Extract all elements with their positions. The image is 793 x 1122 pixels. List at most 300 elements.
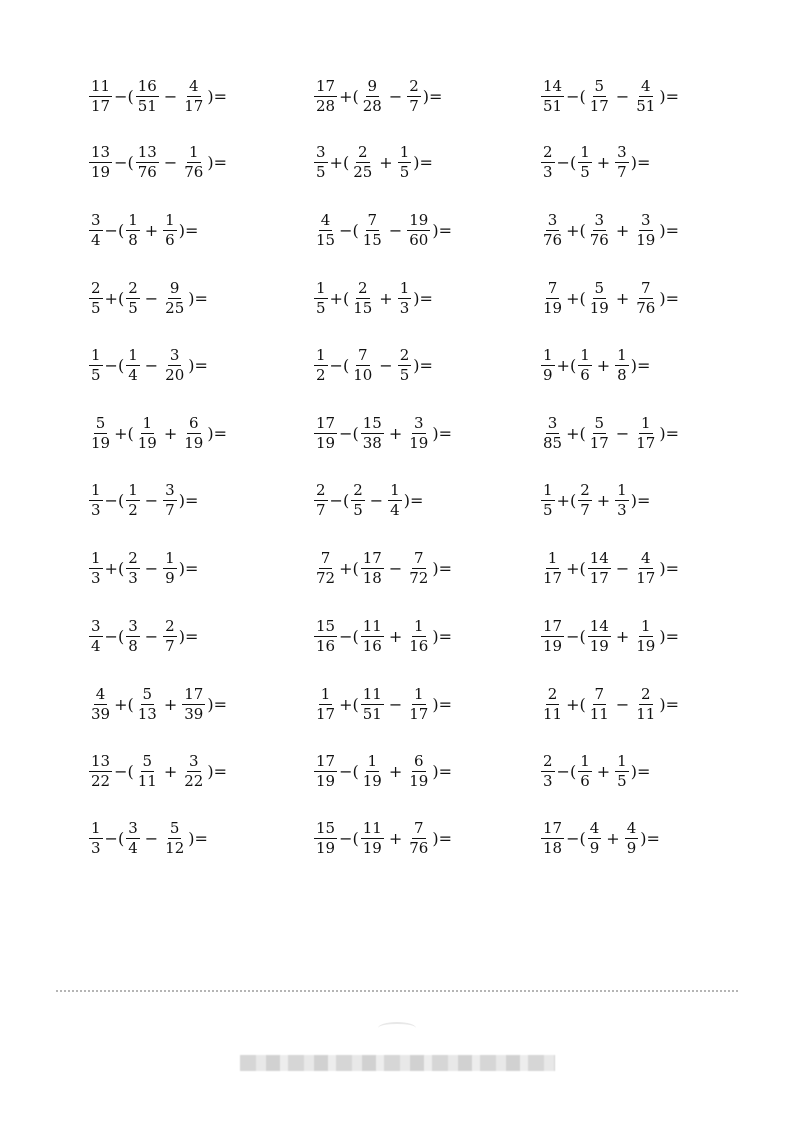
- numerator: 4: [95, 684, 106, 703]
- denominator: 5: [580, 162, 590, 181]
- problem: [540, 480, 651, 520]
- numerator: 19: [409, 210, 429, 229]
- operator-text: −(: [339, 761, 359, 781]
- fraction: [634, 76, 657, 115]
- fraction: [89, 210, 103, 249]
- fraction: [634, 210, 657, 249]
- fraction: [398, 345, 412, 384]
- denominator: 10: [353, 365, 373, 384]
- operator-text: +: [163, 694, 178, 714]
- problem: [540, 548, 680, 588]
- operator-text: −: [144, 490, 159, 510]
- fraction: [615, 751, 629, 790]
- operator-text: +(: [114, 694, 134, 714]
- numerator: 2: [547, 684, 558, 703]
- denominator: 9: [589, 838, 600, 857]
- denominator: 38: [362, 433, 382, 452]
- numerator: 2: [165, 616, 175, 635]
- denominator: 9: [543, 365, 553, 384]
- operator-text: +(: [556, 490, 577, 510]
- problem: [88, 210, 199, 250]
- numerator: 3: [128, 818, 138, 837]
- operator-text: −(: [566, 626, 586, 646]
- numerator: 1: [128, 210, 138, 229]
- fraction: [89, 142, 112, 181]
- fraction: [407, 616, 430, 655]
- fraction: [163, 210, 177, 249]
- numerator: 13: [91, 142, 111, 161]
- fraction: [126, 345, 140, 384]
- fraction: [578, 751, 592, 790]
- numerator: 13: [91, 751, 111, 770]
- numerator: 17: [316, 413, 336, 432]
- fraction: [314, 142, 328, 181]
- fraction: [136, 142, 159, 181]
- denominator: 76: [543, 230, 563, 249]
- operator-text: )=: [432, 694, 452, 714]
- fraction: [163, 480, 177, 519]
- operator-text: )=: [422, 86, 443, 106]
- numerator: 7: [357, 345, 368, 364]
- denominator: 13: [137, 704, 157, 723]
- denominator: 19: [137, 433, 157, 452]
- numerator: 1: [399, 278, 410, 297]
- denominator: 76: [137, 162, 157, 181]
- operator-text: +: [379, 288, 393, 308]
- operator-text: +: [596, 761, 611, 781]
- fraction: [541, 616, 564, 655]
- problem: [540, 345, 651, 385]
- denominator: 5: [399, 365, 410, 384]
- numerator: 2: [580, 480, 590, 499]
- operator-text: +: [163, 761, 178, 781]
- fraction: [407, 818, 430, 857]
- denominator: 19: [589, 636, 609, 655]
- denominator: 9: [626, 838, 637, 857]
- denominator: 16: [409, 636, 429, 655]
- problem: [88, 142, 228, 182]
- operator-text: )=: [432, 423, 452, 443]
- operator-text: +: [388, 828, 403, 848]
- operator-text: )=: [188, 288, 208, 308]
- fraction: [578, 480, 592, 519]
- numerator: 2: [399, 345, 410, 364]
- operator-text: )=: [207, 423, 227, 443]
- problem: [88, 751, 228, 791]
- denominator: 6: [580, 771, 590, 790]
- operator-text: +: [388, 761, 403, 781]
- operator-text: )=: [207, 761, 227, 781]
- denominator: 19: [636, 636, 656, 655]
- numerator: 13: [137, 142, 157, 161]
- numerator: 1: [580, 142, 590, 161]
- operator-text: )=: [659, 423, 679, 443]
- numerator: 17: [362, 548, 382, 567]
- fraction: [361, 76, 384, 115]
- numerator: 5: [95, 413, 106, 432]
- fraction: [89, 480, 103, 519]
- numerator: 7: [641, 278, 651, 297]
- fraction: [314, 413, 337, 452]
- problem: [313, 616, 453, 656]
- fraction: [541, 345, 555, 384]
- numerator: 2: [543, 751, 553, 770]
- denominator: 39: [184, 704, 204, 723]
- fraction: [126, 278, 140, 317]
- denominator: 19: [316, 838, 336, 857]
- fraction: [89, 751, 112, 790]
- fraction: [89, 684, 112, 723]
- numerator: 11: [362, 684, 382, 703]
- denominator: 4: [91, 230, 101, 249]
- fraction: [136, 684, 159, 723]
- numerator: 1: [580, 345, 590, 364]
- problem: [540, 142, 651, 182]
- operator-text: +: [388, 423, 403, 443]
- fraction: [615, 345, 629, 384]
- operator-text: −: [388, 558, 403, 578]
- operator-text: )=: [630, 490, 651, 510]
- fraction: [351, 278, 374, 317]
- denominator: 7: [580, 500, 590, 519]
- fraction: [634, 278, 657, 317]
- numerator: 6: [189, 413, 199, 432]
- operator-text: )=: [432, 626, 452, 646]
- denominator: 4: [390, 500, 400, 519]
- numerator: 9: [367, 76, 378, 95]
- problem: [313, 278, 434, 318]
- denominator: 76: [636, 298, 656, 317]
- operator-text: +: [596, 490, 611, 510]
- denominator: 8: [617, 365, 627, 384]
- numerator: 17: [543, 818, 563, 837]
- numerator: 3: [414, 413, 424, 432]
- denominator: 3: [617, 500, 627, 519]
- operator-text: −: [144, 828, 159, 848]
- fraction: [541, 210, 564, 249]
- fraction: [588, 684, 611, 723]
- denominator: 17: [409, 704, 429, 723]
- denominator: 5: [128, 298, 138, 317]
- fraction: [407, 76, 421, 115]
- numerator: 6: [414, 751, 424, 770]
- fraction: [361, 818, 384, 857]
- fraction: [89, 548, 103, 587]
- operator-text: )=: [188, 355, 208, 375]
- fraction: [314, 818, 337, 857]
- numerator: 1: [617, 480, 627, 499]
- operator-text: +: [606, 828, 620, 848]
- fraction: [182, 142, 205, 181]
- fraction: [407, 210, 430, 249]
- numerator: 7: [547, 278, 558, 297]
- fraction: [182, 684, 205, 723]
- fraction: [163, 278, 186, 317]
- denominator: 72: [409, 568, 429, 587]
- denominator: 51: [137, 96, 157, 115]
- fraction: [615, 142, 629, 181]
- numerator: 2: [357, 278, 368, 297]
- numerator: 3: [91, 210, 101, 229]
- numerator: 2: [316, 480, 326, 499]
- operator-text: −: [379, 355, 393, 375]
- fraction: [136, 751, 159, 790]
- fraction: [361, 413, 384, 452]
- fraction: [314, 751, 337, 790]
- operator-text: )=: [178, 490, 199, 510]
- problem: [313, 210, 453, 250]
- denominator: 17: [316, 704, 336, 723]
- problem: [540, 76, 680, 116]
- numerator: 1: [165, 210, 175, 229]
- operator-text: )=: [207, 152, 227, 172]
- fraction: [314, 76, 337, 115]
- denominator: 76: [409, 838, 429, 857]
- fraction: [89, 345, 103, 384]
- denominator: 72: [316, 568, 336, 587]
- numerator: 7: [367, 210, 378, 229]
- fraction: [163, 548, 177, 587]
- fraction: [634, 413, 657, 452]
- numerator: 1: [189, 142, 199, 161]
- operator-text: )=: [178, 626, 199, 646]
- fraction: [314, 278, 328, 317]
- fraction: [588, 818, 602, 857]
- operator-text: −: [144, 355, 159, 375]
- operator-text: )=: [630, 152, 651, 172]
- fraction: [588, 548, 611, 587]
- fraction: [351, 142, 374, 181]
- denominator: 76: [184, 162, 204, 181]
- denominator: 16: [316, 636, 336, 655]
- numerator: 1: [414, 684, 424, 703]
- denominator: 19: [362, 838, 382, 857]
- numerator: 4: [641, 548, 651, 567]
- denominator: 17: [543, 568, 563, 587]
- operator-text: )=: [659, 694, 679, 714]
- operator-text: +: [615, 626, 630, 646]
- numerator: 1: [399, 142, 410, 161]
- denominator: 2: [128, 500, 138, 519]
- fraction: [407, 548, 430, 587]
- denominator: 19: [409, 771, 429, 790]
- denominator: 5: [316, 298, 326, 317]
- operator-text: )=: [178, 220, 199, 240]
- operator-text: −: [144, 626, 159, 646]
- operator-text: −: [369, 490, 384, 510]
- operator-text: )=: [659, 288, 679, 308]
- denominator: 15: [362, 230, 382, 249]
- fraction: [388, 480, 402, 519]
- numerator: 1: [580, 751, 590, 770]
- numerator: 15: [316, 616, 336, 635]
- problem: [313, 480, 424, 520]
- fraction: [588, 616, 611, 655]
- denominator: 3: [128, 568, 138, 587]
- fraction: [361, 751, 384, 790]
- numerator: 2: [357, 142, 368, 161]
- operator-text: )=: [413, 355, 433, 375]
- operator-text: −(: [114, 761, 134, 781]
- fraction: [163, 345, 186, 384]
- operator-text: −(: [339, 220, 359, 240]
- fraction: [89, 818, 103, 857]
- fraction: [541, 684, 564, 723]
- fraction: [407, 751, 430, 790]
- numerator: 5: [594, 278, 605, 297]
- numerator: 17: [543, 616, 563, 635]
- denominator: 5: [91, 298, 101, 317]
- fraction: [89, 76, 112, 115]
- numerator: 1: [142, 413, 153, 432]
- operator-text: )=: [659, 558, 679, 578]
- numerator: 1: [128, 480, 138, 499]
- operator-text: +: [163, 423, 178, 443]
- numerator: 14: [589, 616, 609, 635]
- denominator: 5: [399, 162, 410, 181]
- problem: [88, 278, 209, 318]
- denominator: 85: [543, 433, 563, 452]
- problem: [88, 413, 228, 453]
- operator-text: +(: [339, 558, 359, 578]
- denominator: 17: [636, 568, 656, 587]
- fraction: [351, 345, 374, 384]
- denominator: 19: [543, 636, 563, 655]
- denominator: 39: [91, 704, 111, 723]
- denominator: 19: [543, 298, 563, 317]
- numerator: 11: [91, 76, 111, 95]
- numerator: 17: [184, 684, 204, 703]
- fraction: [314, 616, 337, 655]
- fraction: [182, 76, 205, 115]
- operator-text: −: [144, 288, 159, 308]
- fraction: [615, 480, 629, 519]
- numerator: 1: [316, 278, 326, 297]
- denominator: 76: [589, 230, 609, 249]
- denominator: 9: [165, 568, 175, 587]
- problem: [540, 616, 680, 656]
- denominator: 15: [353, 298, 373, 317]
- numerator: 3: [547, 413, 558, 432]
- numerator: 14: [543, 76, 563, 95]
- numerator: 4: [626, 818, 637, 837]
- operator-text: +: [615, 220, 630, 240]
- problem: [540, 684, 680, 724]
- numerator: 1: [641, 616, 651, 635]
- denominator: 4: [128, 365, 138, 384]
- denominator: 6: [580, 365, 590, 384]
- numerator: 7: [594, 684, 605, 703]
- numerator: 15: [362, 413, 382, 432]
- denominator: 3: [91, 500, 101, 519]
- operator-text: +: [615, 288, 630, 308]
- denominator: 12: [165, 838, 185, 857]
- operator-text: −(: [556, 761, 577, 781]
- denominator: 19: [362, 771, 382, 790]
- operator-text: )=: [207, 694, 227, 714]
- operator-text: −: [615, 694, 630, 714]
- numerator: 1: [320, 684, 331, 703]
- problem: [88, 818, 209, 858]
- numerator: 7: [320, 548, 331, 567]
- problem: [88, 684, 228, 724]
- fraction: [625, 818, 639, 857]
- fraction: [314, 548, 337, 587]
- fraction: [541, 480, 555, 519]
- fraction: [314, 210, 337, 249]
- operator-text: −(: [329, 355, 350, 375]
- denominator: 19: [316, 771, 336, 790]
- operator-text: +(: [114, 423, 134, 443]
- numerator: 7: [414, 548, 424, 567]
- numerator: 5: [142, 751, 153, 770]
- operator-text: −: [144, 558, 159, 578]
- operator-text: +(: [566, 288, 586, 308]
- fraction: [182, 413, 205, 452]
- operator-text: +(: [329, 288, 350, 308]
- denominator: 11: [543, 704, 563, 723]
- numerator: 2: [128, 278, 138, 297]
- operator-text: )=: [659, 220, 679, 240]
- numerator: 3: [594, 210, 605, 229]
- problem: [540, 751, 651, 791]
- fraction: [182, 751, 205, 790]
- numerator: 3: [128, 616, 138, 635]
- fraction: [314, 345, 328, 384]
- operator-text: )=: [207, 86, 227, 106]
- operator-text: )=: [640, 828, 660, 848]
- denominator: 25: [353, 162, 373, 181]
- fraction: [361, 616, 384, 655]
- numerator: 1: [543, 480, 553, 499]
- numerator: 2: [91, 278, 101, 297]
- operator-text: −(: [566, 828, 586, 848]
- operator-text: −: [388, 86, 403, 106]
- fraction: [361, 684, 384, 723]
- operator-text: −(: [104, 355, 125, 375]
- fraction: [541, 548, 564, 587]
- denominator: 19: [184, 433, 204, 452]
- denominator: 20: [165, 365, 185, 384]
- fraction: [634, 616, 657, 655]
- numerator: 3: [91, 616, 101, 635]
- operator-text: )=: [413, 288, 433, 308]
- fraction: [361, 210, 384, 249]
- fraction: [89, 278, 103, 317]
- denominator: 3: [399, 298, 410, 317]
- fraction: [89, 413, 112, 452]
- numerator: 3: [165, 480, 175, 499]
- denominator: 7: [165, 636, 175, 655]
- operator-text: )=: [432, 828, 452, 848]
- numerator: 15: [316, 818, 336, 837]
- fraction: [407, 413, 430, 452]
- operator-text: )=: [178, 558, 199, 578]
- operator-text: )=: [403, 490, 424, 510]
- numerator: 1: [316, 345, 326, 364]
- fraction: [126, 480, 140, 519]
- numerator: 3: [316, 142, 326, 161]
- blurred-footer-text: [240, 1055, 555, 1071]
- numerator: 11: [362, 818, 382, 837]
- operator-text: )=: [659, 86, 679, 106]
- problem: [313, 548, 453, 588]
- denominator: 5: [353, 500, 363, 519]
- denominator: 8: [128, 636, 138, 655]
- denominator: 18: [543, 838, 563, 857]
- operator-text: −(: [104, 626, 125, 646]
- problem: [313, 345, 434, 385]
